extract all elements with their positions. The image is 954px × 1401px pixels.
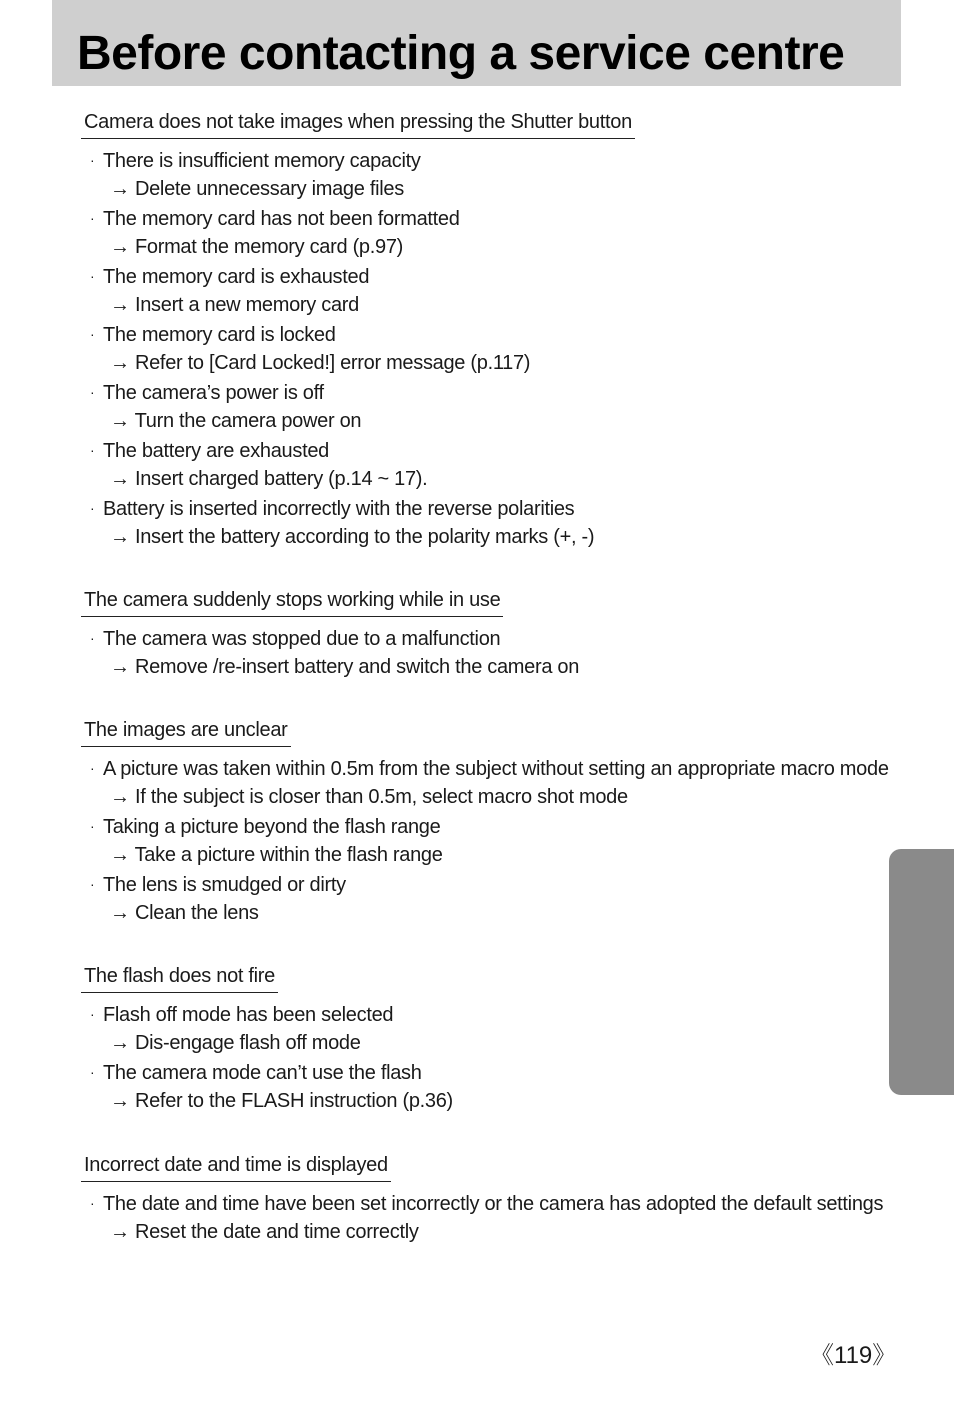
- remedy-text: → Insert the battery according to the polarity marks (+, -): [110, 526, 595, 548]
- page-title: Before contacting a service centre: [77, 27, 845, 80]
- arrow-right-icon: →: [110, 352, 130, 374]
- page-number: 《119》: [810, 1342, 897, 1369]
- bullet-icon: ·: [90, 760, 95, 776]
- remedy-text: → Remove /re-insert battery and switch the camera on: [110, 656, 580, 678]
- cause-text: · The lens is smudged or dirty: [90, 870, 346, 899]
- section-heading: The camera suddenly stops working while in use: [81, 587, 503, 617]
- arrow-right-icon: →: [110, 844, 130, 866]
- bullet-icon: ·: [90, 268, 95, 284]
- section-heading: Incorrect date and time is displayed: [81, 1152, 391, 1182]
- arrow-right-icon: →: [110, 786, 130, 808]
- remedy-text: → If the subject is closer than 0.5m, select macro shot mode: [110, 786, 628, 808]
- section-heading: The images are unclear: [81, 717, 291, 747]
- bullet-icon: ·: [90, 1195, 95, 1211]
- bullet-icon: ·: [90, 1006, 95, 1022]
- cause-text: · The memory card is exhausted: [90, 262, 369, 291]
- bullet-icon: ·: [90, 384, 95, 400]
- remedy-text: → Turn the camera power on: [110, 410, 362, 432]
- section-heading: The flash does not fire: [81, 963, 278, 993]
- remedy-text: → Take a picture within the flash range: [110, 844, 443, 866]
- arrow-right-icon: →: [110, 178, 130, 200]
- remedy-text: → Delete unnecessary image files: [110, 178, 404, 200]
- bullet-icon: ·: [90, 1064, 95, 1080]
- bullet-icon: ·: [90, 152, 95, 168]
- cause-text: · The battery are exhausted: [90, 436, 329, 465]
- cause-text: · Battery is inserted incorrectly with the reverse polarities: [90, 494, 574, 523]
- arrow-right-icon: →: [110, 1032, 130, 1054]
- remedy-text: → Reset the date and time correctly: [110, 1221, 419, 1243]
- arrow-right-icon: →: [110, 294, 130, 316]
- remedy-text: → Insert charged battery (p.14 ~ 17).: [110, 468, 428, 490]
- bullet-icon: ·: [90, 210, 95, 226]
- cause-text: · Flash off mode has been selected: [90, 1000, 393, 1029]
- cause-text: · The memory card is locked: [90, 320, 336, 349]
- cause-text: · Taking a picture beyond the flash range: [90, 812, 440, 841]
- arrow-right-icon: →: [110, 1221, 130, 1243]
- cause-text: · The memory card has not been formatted: [90, 204, 460, 233]
- arrow-right-icon: →: [110, 410, 130, 432]
- bullet-icon: ·: [90, 442, 95, 458]
- remedy-text: → Format the memory card (p.97): [110, 236, 404, 258]
- bullet-icon: ·: [90, 818, 95, 834]
- remedy-text: → Refer to [Card Locked!] error message (p.117): [110, 352, 531, 374]
- arrow-right-icon: →: [110, 1090, 130, 1112]
- arrow-right-icon: →: [110, 468, 130, 490]
- bullet-icon: ·: [90, 326, 95, 342]
- arrow-right-icon: →: [110, 902, 130, 924]
- side-tab: [889, 849, 954, 1095]
- cause-text: · The camera’s power is off: [90, 378, 324, 407]
- cause-text: · A picture was taken within 0.5m from the subject without setting an appropriate macro mode: [90, 754, 889, 783]
- remedy-text: → Clean the lens: [110, 902, 259, 924]
- bullet-icon: ·: [90, 630, 95, 646]
- remedy-text: → Dis-engage flash off mode: [110, 1032, 361, 1054]
- bullet-icon: ·: [90, 876, 95, 892]
- arrow-right-icon: →: [110, 526, 130, 548]
- remedy-text: → Refer to the FLASH instruction (p.36): [110, 1090, 453, 1112]
- section-heading: Camera does not take images when pressing the Shutter button: [81, 109, 635, 139]
- cause-text: · There is insufficient memory capacity: [90, 146, 421, 175]
- remedy-text: → Insert a new memory card: [110, 294, 359, 316]
- cause-text: · The camera was stopped due to a malfunction: [90, 624, 500, 653]
- bullet-icon: ·: [90, 500, 95, 516]
- cause-text: · The date and time have been set incorrectly or the camera has adopted the default settings: [90, 1189, 883, 1218]
- arrow-right-icon: →: [110, 656, 130, 678]
- arrow-right-icon: →: [110, 236, 130, 258]
- cause-text: · The camera mode can’t use the flash: [90, 1058, 422, 1087]
